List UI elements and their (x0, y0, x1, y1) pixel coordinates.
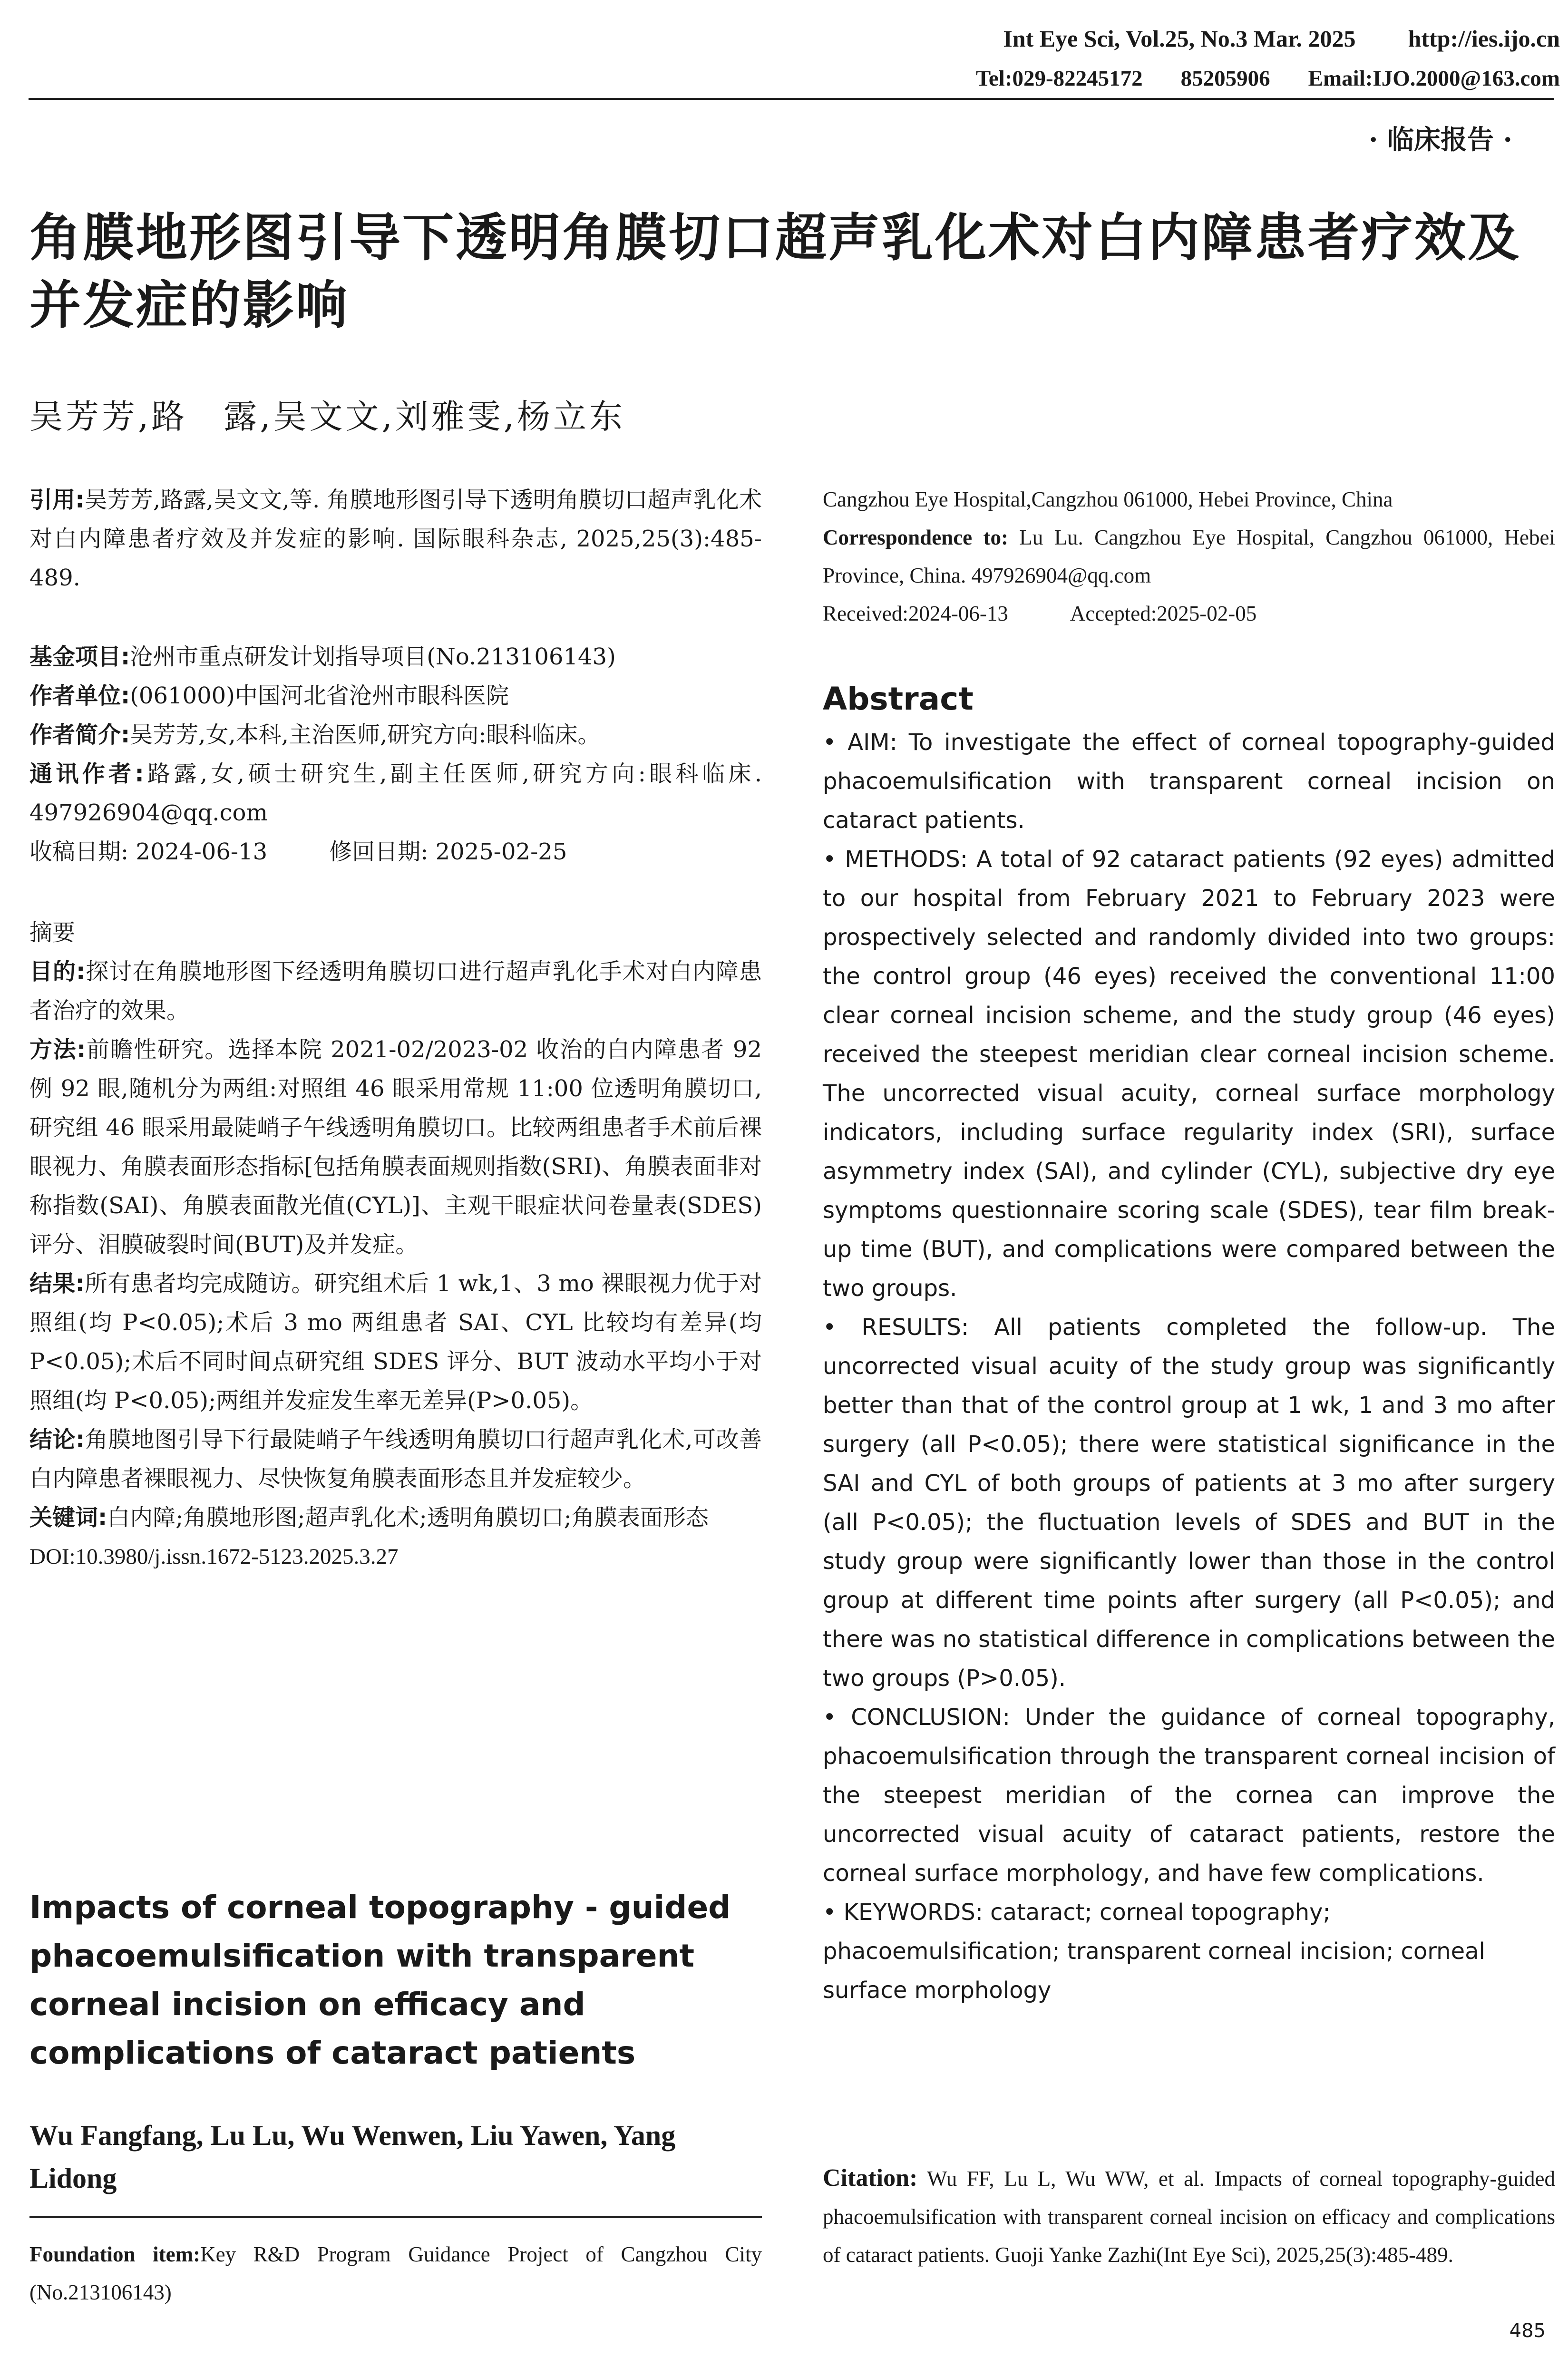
received-date-en: Received:2024-06-13 (823, 602, 1008, 625)
abstract-zh-heading: 摘要 (29, 919, 76, 946)
foundation-en (29, 2235, 762, 2311)
article-info-zh (29, 637, 762, 871)
journal-line: Int Eye Sci, Vol.25, No.3 Mar. 2025 (1003, 25, 1356, 52)
header-rule (29, 98, 1554, 100)
foundation-en-text: Key R&D Program Guidance Project of Cangzhou City (No.213106143) (29, 2242, 762, 2304)
received-date-zh: 收稿日期: 2024-06-13 (29, 838, 268, 865)
authors-zh: 吴芳芳,路 露,吴文文,刘雅雯,杨立东 (29, 397, 626, 436)
conclusion-zh-label: 结论: (29, 1426, 85, 1453)
correspondence-en-label: Correspondence to: (823, 526, 1008, 549)
citation-zh-text: 吴芳芳,路露,吴文文,等. 角膜地形图引导下透明角膜切口超声乳化术对白内障患者疗效及并发症的影响. 国际眼科杂志, 2025,25(3):485-489. (29, 487, 762, 591)
journal-url[interactable]: http://ies.ijo.cn (1408, 25, 1560, 52)
affiliation-en-block (823, 480, 1555, 633)
citation-zh (29, 480, 762, 597)
aim-en-text: To investigate the effect of corneal topography-guided phacoemulsification with transparent corneal incision on cataract patients. (823, 729, 1555, 834)
keywords-en-text: cataract; corneal topography; phacoemulsification; transparent corneal incision; corneal surface morphology (823, 1899, 1485, 2004)
running-header-contact (866, 66, 1560, 91)
dates-zh (29, 832, 762, 871)
doi[interactable]: DOI:10.3980/j.issn.1672-5123.2025.3.27 (29, 1544, 399, 1569)
keywords-zh-text: 白内障;角膜地形图;超声乳化术;透明角膜切口;角膜表面形态 (107, 1504, 709, 1531)
methods-zh-text: 前瞻性研究。选择本院 2021-02/2023-02 收治的白内障患者 92 例 92 眼,随机分为两组:对照组 46 眼采用常规 11:00 位透明角膜切口,研究组 46 眼采用最陡峭子午线透明角膜切口。比较两组患者手术前后裸眼视力、角膜表面形态指标[包括角膜表面规则指数(SRI)、角膜表面非对称指数(SAI)、角膜表面散光值(CYL)]、主观干眼症状问卷量表(SDES)评分、泪膜破裂时间(BUT)及并发症。 (29, 1036, 762, 1258)
abstract-zh (29, 913, 762, 1576)
dates-en (823, 594, 1555, 633)
conclusion-zh-text: 角膜地图引导下行最陡峭子午线透明角膜切口行超声乳化术,可改善白内障患者裸眼视力、尽快恢复角膜表面形态且并发症较少。 (29, 1426, 762, 1492)
abstract-en-heading: Abstract (823, 681, 974, 717)
keywords-en-label: • KEYWORDS: (823, 1899, 983, 1926)
affiliation-text: (061000)中国河北省沧州市眼科医院 (130, 682, 509, 709)
section-label: · 临床报告 · (1369, 124, 1512, 156)
results-zh-text: 所有患者均完成随访。研究组术后 1 wk,1、3 mo 裸眼视力优于对照组(均 P<0.05);术后 3 mo 两组患者 SAI、CYL 比较均有差异(均 P<0.05);术后不同时间点研究组 SDES 评分、BUT 波动水平均小于对照组(均 P<0.05);两组并发症发生率无差异(P>0.05)。 (29, 1270, 762, 1414)
keywords-zh-label: 关键词: (29, 1504, 107, 1531)
running-header-journal (866, 25, 1560, 52)
conclusion-en-text: Under the guidance of corneal topography, phacoemulsification through the transparent corneal incision of the steepest meridian of the cornea can improve the uncorrected visual acuity of cataract patients, restore the corneal surface morphology, and have few complications. (823, 1704, 1555, 1887)
abstract-en (823, 675, 1555, 2010)
funding-label: 基金项目: (29, 643, 130, 670)
results-en-text: All patients completed the follow-up. The uncorrected visual acuity of the study group was significantly better than that of the control group at 1 wk, 1 and 3 mo after surgery (all P<0.05); there were statistical significance in the SAI and CYL of both groups of patients at 3 mo after surgery (all P<0.05); the fluctuation levels of SDES and BUT in the study group were significantly lower than those in the control group at different time points after surgery (all P<0.05); and there was no statistical difference in complications between the two groups (P>0.05). (823, 1314, 1556, 1692)
authors-en: Wu Fangfang, Lu Lu, Wu Wenwen, Liu Yawen, Yang Lidong (29, 2120, 676, 2194)
affiliation-en: Cangzhou Eye Hospital,Cangzhou 061000, Hebei Province, China (823, 487, 1393, 511)
journal-email[interactable]: Email:IJO.2000@163.com (1308, 66, 1560, 91)
citation-zh-label: 引用: (29, 487, 85, 513)
citation-en (823, 2159, 1555, 2274)
article-title-en: Impacts of corneal topography - guided phacoemulsification with transparent corneal incision on efficacy and complications of cataract patients (29, 1889, 731, 2071)
methods-en-label: • METHODS: (823, 846, 968, 873)
correspondence-text: 路露,女,硕士研究生,副主任医师,研究方向:眼科临床. 497926904@qq.com (29, 760, 762, 826)
aim-zh-text: 探讨在角膜地形图下经透明角膜切口进行超声乳化手术对白内障患者治疗的效果。 (29, 958, 762, 1024)
author-bio-label: 作者简介: (29, 721, 130, 748)
revised-date-zh: 修回日期: 2025-02-25 (329, 838, 567, 865)
page-number: 485 (1509, 2320, 1546, 2342)
results-zh-label: 结果: (29, 1270, 85, 1297)
aim-en-label: • AIM: (823, 729, 897, 756)
journal-tel2: 85205906 (1180, 66, 1270, 91)
foundation-en-label: Foundation item: (29, 2242, 201, 2266)
journal-tel: Tel:029-82245172 (975, 66, 1143, 91)
citation-en-label: Citation: (823, 2164, 918, 2192)
correspondence-en-text: Lu Lu. Cangzhou Eye Hospital, Cangzhou 061000, Hebei Province, China. 497926904@qq.com (823, 526, 1556, 587)
aim-zh-label: 目的: (29, 958, 86, 985)
citation-en-text: Wu FF, Lu L, Wu WW, et al. Impacts of corneal topography-guided phacoemulsification with transparent corneal incision on efficacy and complications of cataract patients. Guoji Yanke Zazhi(Int Eye Sci), 2025,25(3):485-489. (823, 2167, 1555, 2267)
results-en-label: • RESULTS: (823, 1314, 969, 1341)
funding-text: 沧州市重点研发计划指导项目(No.213106143) (130, 643, 616, 670)
methods-zh-label: 方法: (29, 1036, 86, 1063)
article-title-zh: 角膜地形图引导下透明角膜切口超声乳化术对白内障患者疗效及并发症的影响 (29, 208, 1521, 335)
footnote-rule (29, 2216, 762, 2218)
accepted-date-en: Accepted:2025-02-05 (1070, 602, 1257, 625)
conclusion-en-label: • CONCLUSION: (823, 1704, 1010, 1731)
author-bio-text: 吴芳芳,女,本科,主治医师,研究方向:眼科临床。 (130, 721, 601, 748)
methods-en-text: A total of 92 cataract patients (92 eyes) admitted to our hospital from February 2021 to February 2023 were prospectively selected and randomly divided into two groups: the control group (46 eyes) received the conventional 11:00 clear corneal incision scheme, and the study group (46 eyes) received the steepest meridian clear corneal incision scheme. The uncorrected visual acuity, corneal surface morphology indicators, including surface regularity index (SRI), surface asymmetry index (SAI), and cylinder (CYL), subjective dry eye symptoms questionnaire scoring scale (SDES), tear film break-up time (BUT), and complications were compared between the two groups. (823, 846, 1556, 1302)
affiliation-label: 作者单位: (29, 682, 130, 709)
correspondence-label: 通讯作者: (29, 760, 144, 787)
